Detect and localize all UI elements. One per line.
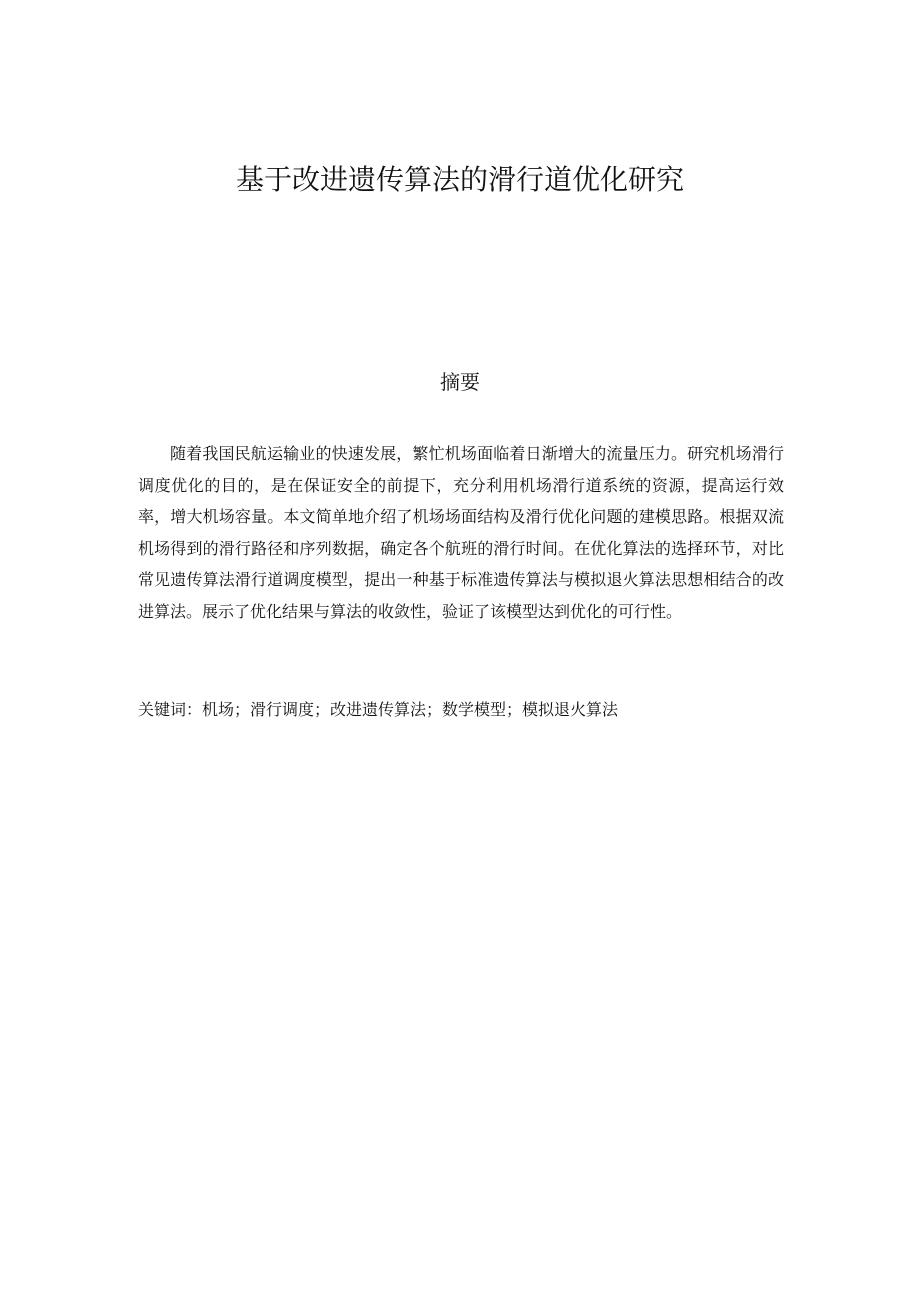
- abstract-heading: 摘要: [440, 370, 480, 394]
- keywords-label: 关键词：: [138, 700, 203, 719]
- abstract-body: 随着我国民航运输业的快速发展，繁忙机场面临着日渐增大的流量压力。研究机场滑行调度优化的目的，是在保证安全的前提下，充分利用机场滑行道系统的资源，提高运行效率，增大机场容量。本文简单地介绍了机场场面结构及滑行优化问题的建模思路。根据双流机场得到的滑行路径和序列数据，确定各个航班的滑行时间。在优化算法的选择环节，对比常见遗传算法滑行道调度模型，提出一种基于标准遗传算法与模拟退火算法思想相结合的改进算法。展示了优化结果与算法的收敛性，验证了该模型达到优化的可行性。: [138, 444, 784, 621]
- keywords-line: [138, 694, 784, 726]
- keywords-list: 机场；滑行调度；改进遗传算法；数学模型；模拟退火算法: [202, 700, 619, 719]
- paper-title: 基于改进遗传算法的滑行道优化研究: [235, 163, 684, 196]
